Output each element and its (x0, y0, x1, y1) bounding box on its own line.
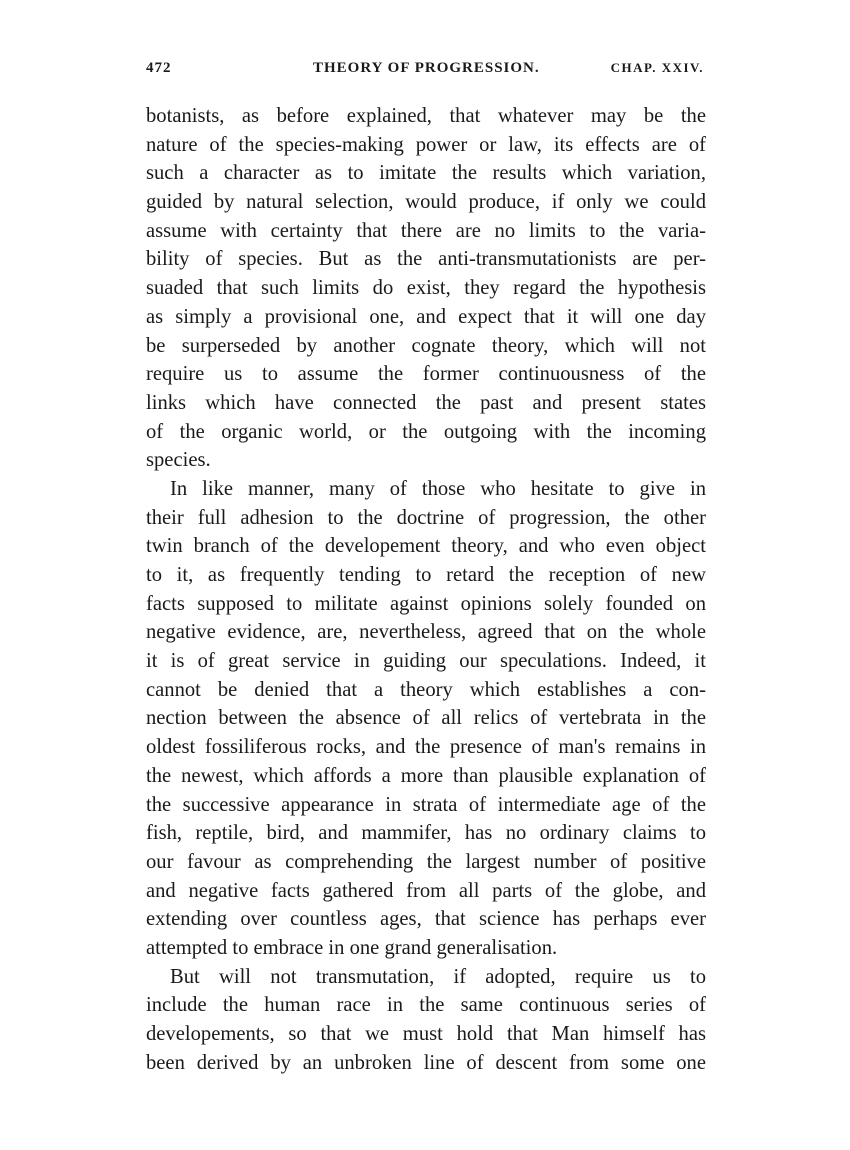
text-line: nature of the species-making power or law, its effects are of (146, 133, 706, 156)
text-line: assume with certainty that there are no limits to the varia- (146, 219, 706, 242)
text-line: the newest, which affords a more than plausible explanation of (146, 764, 706, 787)
text-line: developements, so that we must hold that Man himself has (146, 1023, 706, 1045)
book-page (146, 60, 706, 1077)
text-line: But will not transmutation, if adopted, require us to (170, 965, 706, 988)
text-line: our favour as comprehending the largest number of positive (146, 850, 706, 873)
text-line: of the organic world, or the outgoing with the incoming (146, 420, 706, 443)
text-line: botanists, as before explained, that whatever may be the (146, 105, 706, 127)
text-line: require us to assume the former continuousness of the (146, 363, 706, 386)
paragraph-2 (146, 475, 706, 963)
text-line: suaded that such limits do exist, they regard the hypothesis (146, 277, 706, 300)
running-head (146, 60, 706, 84)
text-line: fish, reptile, bird, and mammifer, has no ordinary claims to (146, 822, 706, 845)
text-line: and negative facts gathered from all parts of the globe, and (146, 879, 706, 902)
text-line: such a character as to imitate the results which variation, (146, 162, 706, 185)
body-text (146, 102, 706, 1077)
text-line: bility of species. But as the anti-transmutationists are per- (146, 248, 706, 271)
text-line: to it, as frequently tending to retard the reception of new (146, 564, 706, 586)
text-line: species. (146, 449, 211, 472)
text-line: links which have connected the past and present states (146, 391, 706, 414)
paragraph-1 (146, 102, 706, 475)
text-line: negative evidence, are, nevertheless, agreed that on the whole (146, 621, 706, 644)
running-title: THEORY OF PROGRESSION. (313, 60, 540, 76)
text-line: guided by natural selection, would produce, if only we could (146, 191, 706, 214)
text-line: In like manner, many of those who hesitate to give in (170, 477, 706, 500)
text-line: the successive appearance in strata of intermediate age of the (146, 793, 706, 816)
chapter-label: CHAP. XXIV. (610, 60, 704, 75)
text-line: it is of great service in guiding our speculations. Indeed, it (146, 650, 706, 673)
text-line: facts supposed to militate against opinions solely founded on (146, 592, 706, 615)
text-line: be surperseded by another cognate theory, which will not (146, 334, 706, 357)
page-number: 472 (146, 60, 172, 76)
text-line: as simply a provisional one, and expect that it will one day (146, 305, 706, 328)
text-line: oldest fossiliferous rocks, and the presence of man's remains in (146, 736, 706, 759)
text-line: extending over countless ages, that science has perhaps ever (146, 908, 706, 931)
text-line: been derived by an unbroken line of descent from some one (146, 1051, 706, 1074)
text-line: twin branch of the developement theory, and who even object (146, 535, 706, 558)
text-line: include the human race in the same continuous series of (146, 994, 706, 1017)
text-line: cannot be denied that a theory which establishes a con- (146, 678, 706, 701)
text-line: attempted to embrace in one grand generalisation. (146, 936, 558, 959)
text-line: their full adhesion to the doctrine of progression, the other (146, 506, 706, 529)
text-line: nection between the absence of all relics of vertebrata in the (146, 707, 706, 730)
paragraph-3 (146, 963, 706, 1078)
